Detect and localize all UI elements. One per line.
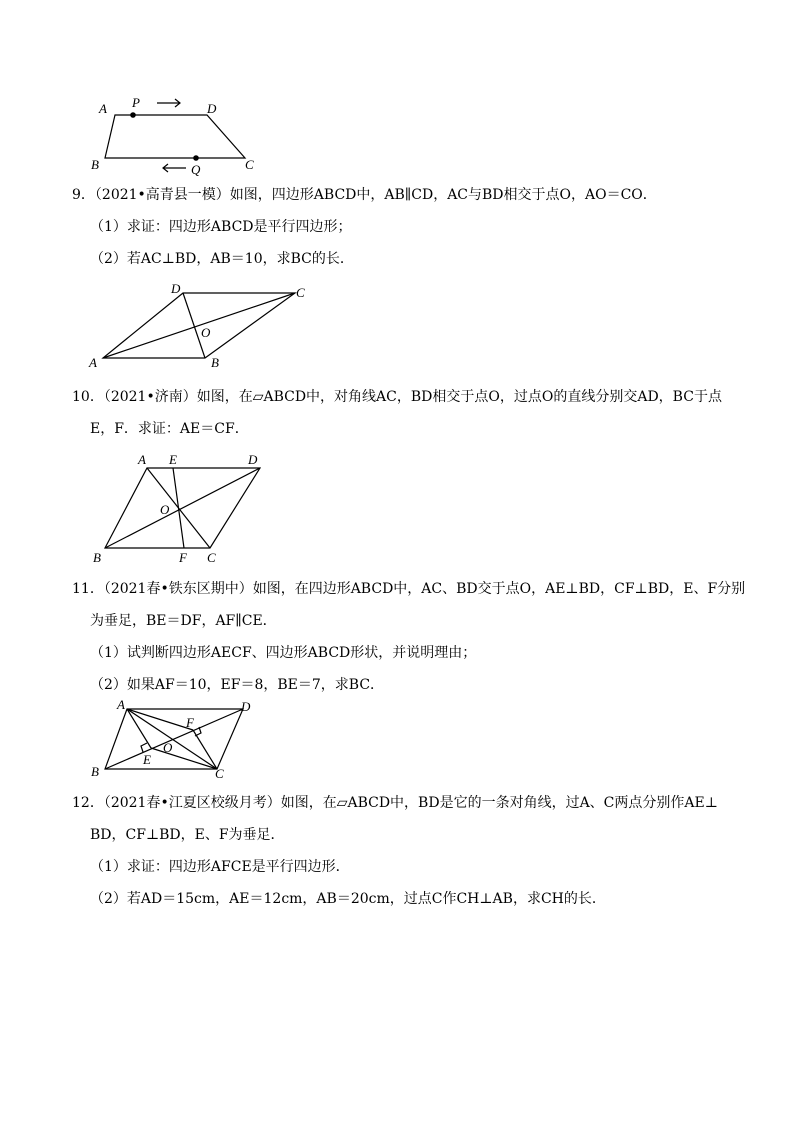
q11-header-cont: 为垂足，BE＝DF，AF∥CE． [90,613,277,629]
figure-trapezoid-pq [85,92,270,177]
label-f: F [179,550,187,565]
label-e: E [143,752,151,767]
label-d: D [171,281,181,296]
q12-part2: （2）若AD＝15cm，AE＝12cm，AB＝20cm，过点C作CH⊥AB，求CH的长． [90,891,606,907]
label-b: B [91,157,99,172]
label-a: A [117,697,125,712]
label-c: C [207,550,216,565]
label-p: P [132,95,140,110]
label-f: F [186,715,194,730]
label-e: E [169,452,177,467]
q12-header-cont: BD，CF⊥BD，E、F为垂足． [90,827,285,843]
label-q: Q [191,162,201,177]
q10-header: 10．（2021•济南）如图，在▱ABCD中，对角线AC，BD相交于点O，过点O的直线分别交AD，BC于点 [72,389,722,405]
figure-q10-parallelogram [85,448,280,568]
label-c: C [296,285,305,300]
label-b: B [91,764,99,779]
label-o: O [163,740,173,755]
figure-q9-parallelogram [85,278,320,373]
q9-header: 9．（2021•高青县一模）如图，四边形ABCD中，AB∥CD，AC与BD相交于点O，AO＝CO． [72,187,657,203]
label-d: D [241,699,251,714]
label-o: O [160,502,170,517]
q12-header: 12．（2021春•江夏区校级月考）如图，在▱ABCD中，BD是它的一条对角线，过A、C两点分别作AE⊥ [72,795,718,811]
label-a: A [89,355,97,370]
label-c: C [215,766,224,781]
figure-q11-quadrilateral [85,696,265,786]
label-b: B [93,550,101,565]
q11-part1: （1）试判断四边形AECF、四边形ABCD形状，并说明理由； [90,645,477,661]
label-d: D [248,452,258,467]
q9-part2: （2）若AC⊥BD，AB＝10，求BC的长． [90,251,354,267]
q11-header: 11．（2021春•铁东区期中）如图，在四边形ABCD中，AC、BD交于点O，AE⊥BD，CF⊥BD，E、F分别 [72,581,746,597]
label-d: D [207,101,217,116]
label-a: A [138,452,146,467]
q10-header-cont: E，F．求证：AE＝CF． [90,421,249,437]
label-a: A [99,101,107,116]
q12-part1: （1）求证：四边形AFCE是平行四边形． [90,859,350,875]
label-o: O [201,325,211,340]
label-c: C [245,157,254,172]
q9-part1: （1）求证：四边形ABCD是平行四边形； [90,219,352,235]
q11-part2: （2）如果AF＝10，EF＝8，BE＝7，求BC． [90,677,385,693]
label-b: B [211,355,219,370]
